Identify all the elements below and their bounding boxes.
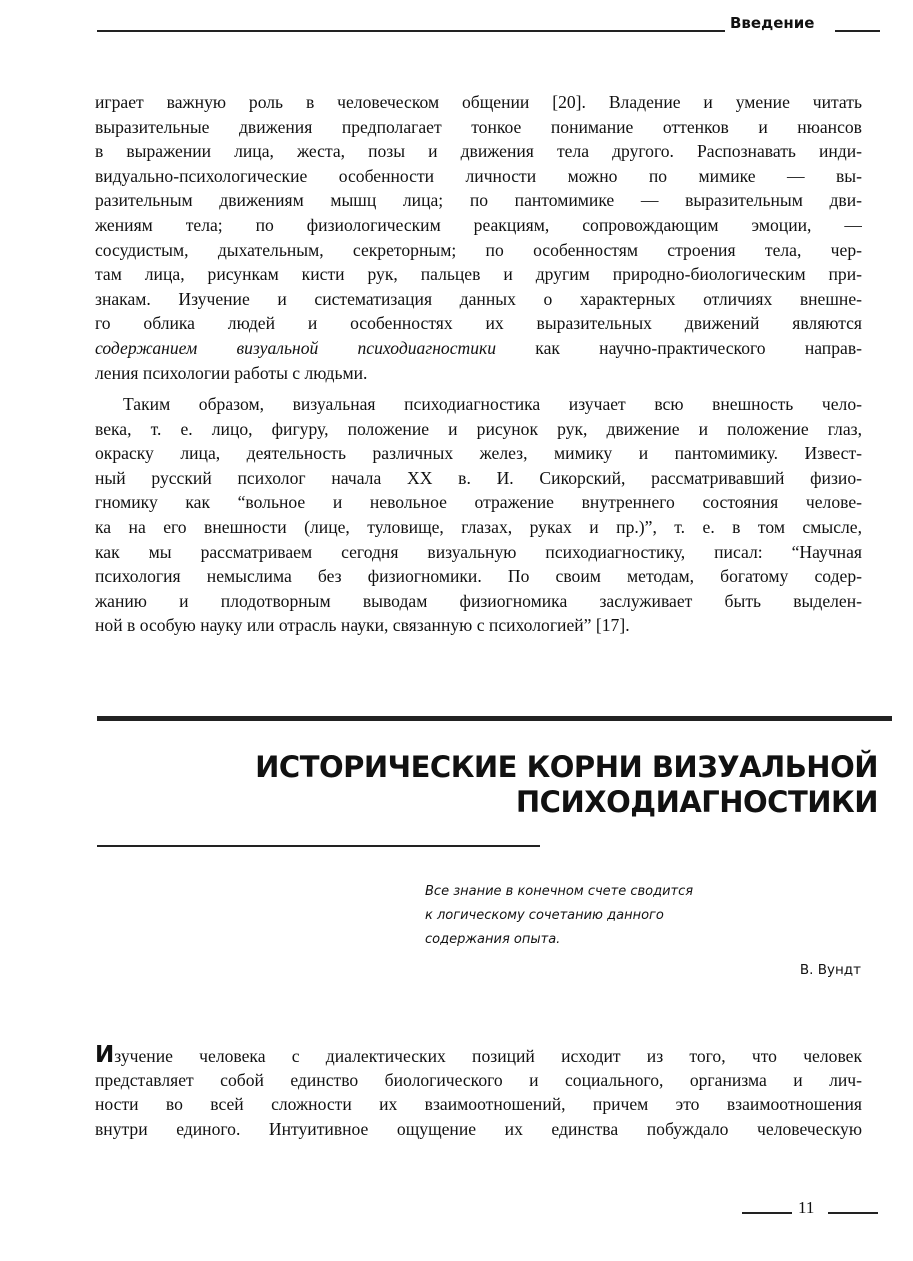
chapter-heading-line1: ИСТОРИЧЕСКИЕ КОРНИ ВИЗУАЛЬНОЙ	[255, 750, 878, 784]
text-line: в выражении лица, жеста, позы и движения тела другого. Распознавать инди-	[95, 141, 862, 162]
text-line: видуально-психологические особенности личности можно по мимике — вы-	[95, 165, 862, 186]
text-line: там лица, рисункам кисти рук, пальцев и другим природно-биологическим при-	[95, 264, 862, 285]
header-rule-right	[835, 30, 880, 32]
text-line: играет важную роль в человеческом общении [20]. Владение и умение читать	[95, 92, 862, 112]
text-line: психология немыслима без физиогномики. По своим методам, богатому содер-	[95, 566, 862, 587]
chapter-heading-line2: ПСИХОДИАГНОСТИКИ	[515, 785, 878, 819]
text-line: ной в особую науку или отрасль науки, связанную с психологией” [17].	[95, 615, 630, 636]
running-header: Введение	[730, 14, 815, 32]
paragraph-3	[95, 1043, 862, 1141]
page-number: 11	[798, 1198, 815, 1217]
text-line: Таким образом, визуальная психодиагностика изучает всю внешность чело-	[123, 394, 862, 414]
text-line: ка на его внешности (лице, туловище, глазах, руках и пр.)”, т. е. в том смысле,	[95, 516, 862, 537]
epigraph-author: В. Вундт	[799, 962, 861, 978]
text-line: выразительные движения предполагает тонкое понимание оттенков и нюансов	[95, 116, 862, 137]
text-line: окраску лица, деятельность различных желез, мимику и пантомимику. Извест-	[95, 443, 862, 464]
chapter-heading	[255, 750, 878, 820]
text-line: как мы рассматриваем сегодня визуальную психодиагностику, писал: “Научная	[95, 541, 862, 562]
chapter-rule-thick	[97, 716, 892, 721]
text-segment: как научно-практического направ-	[496, 337, 862, 358]
italic-term: содержанием визуальной психодиагностики	[95, 337, 497, 358]
text-segment: зучение человека с диалектических позиций исходит из того, что человек	[114, 1046, 862, 1066]
text-line: гномику как “вольное и невольное отражение внутреннего состояния челове-	[95, 492, 862, 513]
text-line: ности во всей сложности их взаимоотношений, причем это взаимоотношения	[95, 1094, 862, 1115]
chapter-rule-thin	[97, 845, 540, 847]
page-number-rule-right	[828, 1212, 878, 1214]
text-line: разительным движениям мышц лица; по пантомимике — выразительным дви-	[95, 190, 862, 211]
text-line	[95, 1043, 862, 1068]
epigraph-line: Все знание в конечном счете сводится	[425, 884, 694, 899]
text-line: жениям тела; по физиологическим реакциям, сопровождающим эмоции, —	[95, 214, 862, 235]
paragraph-1	[95, 90, 862, 385]
page-number-rule-left	[742, 1212, 792, 1214]
text-line: го облика людей и особенностях их выразительных движений являются	[95, 313, 862, 334]
header-rule-left	[97, 30, 725, 32]
text-line: ный русский психолог начала XX в. И. Сикорский, рассматривавший физио-	[95, 467, 862, 488]
text-line: сосудистым, дыхательным, секреторным; по особенностям строения тела, чер-	[95, 239, 862, 260]
text-line	[95, 336, 862, 361]
paragraph-2	[95, 392, 862, 638]
epigraph	[425, 880, 693, 952]
text-line: ления психологии работы с людьми.	[95, 362, 368, 383]
text-line: знакам. Изучение и систематизация данных о характерных отличиях внешне-	[95, 288, 862, 309]
text-line: представляет собой единство биологического и социального, организма и лич-	[95, 1069, 862, 1090]
epigraph-line: к логическому сочетанию данного	[425, 908, 664, 923]
text-line: века, т. е. лицо, фигуру, положение и рисунок рук, движение и положение глаз,	[95, 418, 862, 439]
text-line: жанию и плодотворным выводам физиогномика заслуживает быть выделен-	[95, 590, 862, 611]
text-line: внутри единого. Интуитивное ощущение их единства побуждало человеческую	[95, 1118, 862, 1139]
drop-cap: И	[95, 1043, 115, 1068]
epigraph-line: содержания опыта.	[425, 932, 561, 947]
